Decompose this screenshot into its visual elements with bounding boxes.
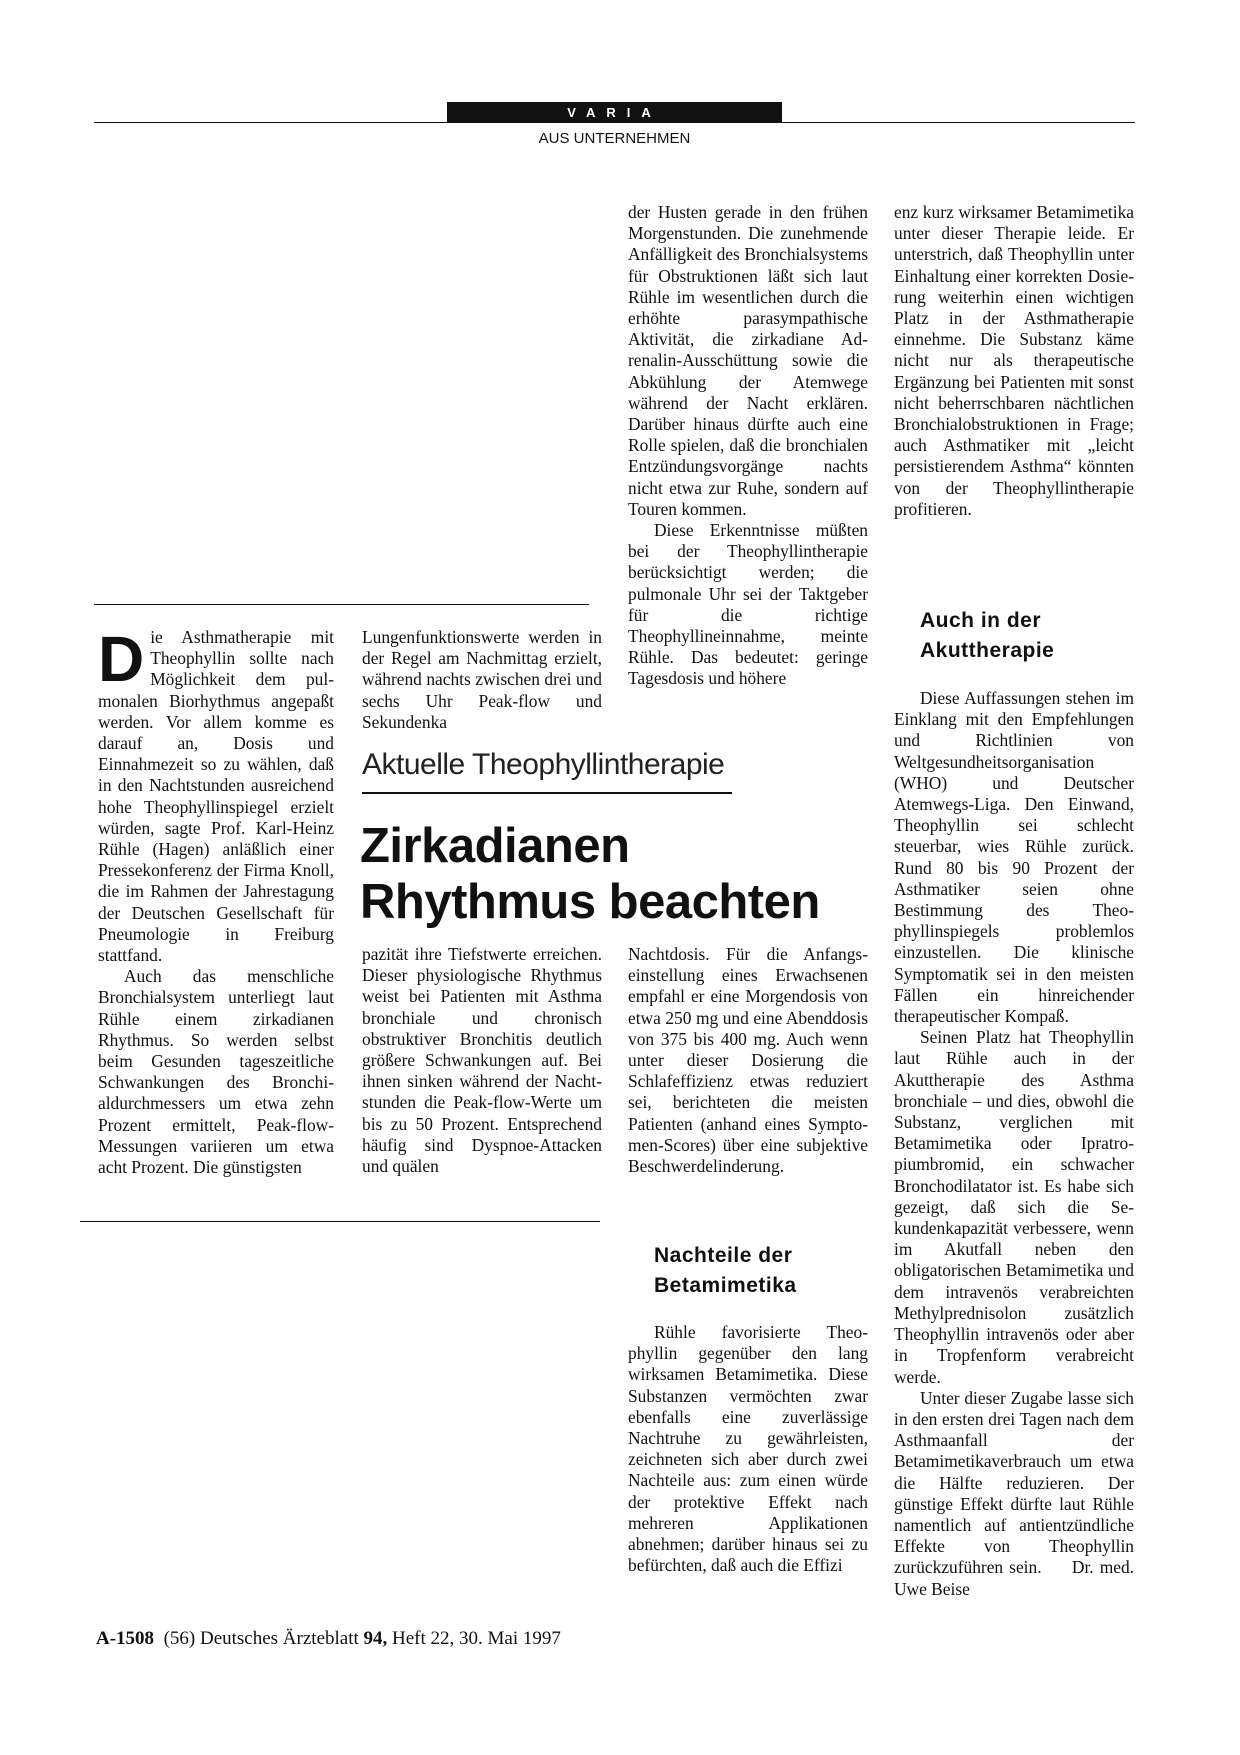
subhead-nachteile <box>654 1241 797 1301</box>
author-byline: Dr. med. Uwe Beise <box>894 1557 1134 1599</box>
subhead-line: Betamimetika <box>654 1274 797 1297</box>
lead-text: ie Asthmatherapie mit Theophyllin sollte nach Möglichkeit dem pulmonalen Biorhythmus angepaßt werden. Vor allem komme es darauf an, Dosis und Einnahmezeit so zu wählen, daß in den Nachtstunden ausreichend hohe Theophyllinspiegel erzielt würden, sagte Prof. Karl-Heinz Rühle (Hagen) anläßlich einer Pressekonferenz der Firma Knoll, die im Rahmen der Jahrestagung der Deutschen Gesellschaft für Pneumologie in Freiburg stattfand. <box>98 627 334 966</box>
paragraph: der Husten gerade in den frühen Morgenstunden. Die zunehmende Anfälligkeit des Bronchialsystems für Obstruktionen läßt sich laut Rühle im wesentlichen durch die erhöhte parasympathische Aktivität, die zirkadiane Adrenalin-Ausschüttung sowie die Abkühlung der Atemwege während der Nacht erklären. Darüber hinaus dürfte auch eine Rolle spielen, daß die bronchialen Entzündungsvorgänge nachts nicht etwa zur Ruhe, sondern auf Touren kommen. <box>628 202 868 519</box>
article-column-3-top <box>628 202 868 690</box>
paragraph: Seinen Platz hat Theophyllin laut Rühle auch in der Akuttherapie des Asthma bronchiale – und dies, obwohl die Substanz, verglichen mit Betamimetika oder Ipratropiumbromid, ein schwacher Bronchodilatator ist. Es habe sich gezeigt, daß sich die Sekundenkapazität verbessere, wenn im Akutfall neben den obligatorischen Betamimetika und dem intravenös verabreichten Methylprednisolon zusätzlich Theophyllin intravenös oder aber in Tropfenform verabreicht werde. <box>894 1027 1134 1387</box>
headline-line-2: Rhythmus beachten <box>360 875 820 929</box>
article-column-3-bottom <box>628 1322 868 1576</box>
article-column-1 <box>98 623 334 1178</box>
drop-cap: D <box>98 623 145 695</box>
paragraph: Diese Erkenntnisse müßten bei der Theophyllintherapie berücksichtigt werden; die pulmonale Uhr sei der Taktgeber für die richtige Theophyllineinnahme, meinte Rühle. Das bedeutet: geringe Tagesdosis und höhere <box>628 520 868 689</box>
closing-text: Unter dieser Zugabe lasse sich in den ersten drei Tagen nach dem Asthmaanfall der Betamimetikaverbrauch um etwa die Hälfte reduzieren. Der günstige Effekt dürfte laut Rühle namentlich auf antientzündliche Effekte von Theophyllin zurückzuführen sein. <box>894 1387 1134 1578</box>
article-column-2-bottom <box>362 944 602 1177</box>
page-footer <box>96 1628 561 1650</box>
paragraph: Nachtdosis. Für die Anfangseinstellung eines Erwachsenen empfahl er eine Morgendosis von etwa 250 mg und eine Abenddosis von 375 bis 400 mg. Auch wenn unter dieser Dosierung die Schlafeffizienz etwas reduziert sei, berichteten die meisten Patienten (anhand eines Symptomen-Scores) über eine subjektive Beschwerdelinderung. <box>628 944 868 1177</box>
subhead-akuttherapie <box>920 606 1054 666</box>
subhead-line: Nachteile der <box>654 1244 793 1267</box>
headline-line-1: Zirkadianen <box>360 819 630 873</box>
section-label: VARIA <box>447 102 782 123</box>
subsection-label: AUS UNTERNEHMEN <box>538 130 691 147</box>
paragraph: Auch das menschliche Bronchialsystem unterliegt laut Rühle einem zirkadianen Rhythmus. So werden selbst beim Gesunden tageszeitliche Schwankungen des Bronchialdurchmessers um etwa zehn Prozent ermittelt, Peak-flow-Messungen variieren um etwa acht Prozent. Die günstigsten <box>98 966 334 1178</box>
paragraph: Lungenfunktionswerte werden in der Regel am Nachmittag erzielt, während nachts zwischen drei und sechs Uhr Peak-flow und Sekundenka <box>362 627 602 732</box>
article-kicker: Aktuelle Theophyllintherapie <box>362 748 725 781</box>
kicker-underline <box>362 792 732 794</box>
subhead-line: Auch in der <box>920 609 1042 632</box>
article-bottom-rule <box>80 1221 600 1222</box>
article-column-2-top <box>362 627 602 733</box>
paragraph <box>894 1388 1134 1600</box>
citation-pre: (56) Deutsches Ärzteblatt <box>163 1628 359 1649</box>
volume-number: 94, <box>363 1628 388 1649</box>
lead-paragraph <box>98 623 334 966</box>
citation-post: Heft 22, 30. Mai 1997 <box>392 1628 561 1649</box>
page-number: A-1508 <box>96 1628 155 1649</box>
paragraph: Diese Auffassungen stehen im Einklang mit den Empfehlungen und Richtlinien von Weltgesundheitsorganisation (WHO) und Deutscher Atemwegs-Liga. Den Einwand, Theophyllin sei schlecht steuerbar, wies Rühle zurück. Rund 80 bis 90 Prozent der Asthmatiker seien ohne Bestimmung des Theophyllinspiegels problemlos einzustellen. Die klinische Symptomatik sei in den meisten Fällen ein hinreichender therapeutischer Kompaß. <box>894 688 1134 1027</box>
article-column-3-middle <box>628 944 868 1177</box>
paragraph: enz kurz wirksamer Betamimetika unter dieser Therapie leide. Er unterstrich, daß Theophyllin unter Einhaltung einer korrekten Dosierung weiterhin einen wichtigen Platz in der Asthmatherapie einnehme. Die Substanz käme nicht nur als therapeutische Ergänzung bei Patienten mit sonst nicht beherrschbaren nächtlichen Bronchialobstruktionen in Frage; auch Asthmatiker mit „leicht persistierendem Asthma“ könnten von der Theophyllintherapie profitieren. <box>894 202 1134 519</box>
paragraph: pazität ihre Tiefstwerte erreichen. Dieser physiologische Rhythmus weist bei Patienten mit Asthma bronchiale und chronisch obstruktiver Bronchitis deutlich größere Schwankungen auf. Bei ihnen sinken während der Nachtstunden die Peak-flow-Werte um bis zu 50 Prozent. Entsprechend häufig sind Dyspnoe-Attacken und quälen <box>362 944 602 1177</box>
article-column-4-bottom <box>894 688 1134 1600</box>
subhead-line: Akuttherapie <box>920 639 1055 662</box>
article-top-rule <box>94 604 589 605</box>
article-headline <box>360 818 820 930</box>
article-column-4-top <box>894 202 1134 520</box>
paragraph: Rühle favorisierte Theophyllin gegenüber den lang wirksamen Betamimetika. Diese Substanzen vermöchten zwar ebenfalls eine zuverlässige Nachtruhe zu gewährleisten, zeichneten sich aber durch zwei Nachteile aus: zum einen würde der protektive Effekt nach mehreren Applikationen abnehmen; darüber hinaus sei zu befürchten, daß auch die Effizi <box>628 1322 868 1576</box>
